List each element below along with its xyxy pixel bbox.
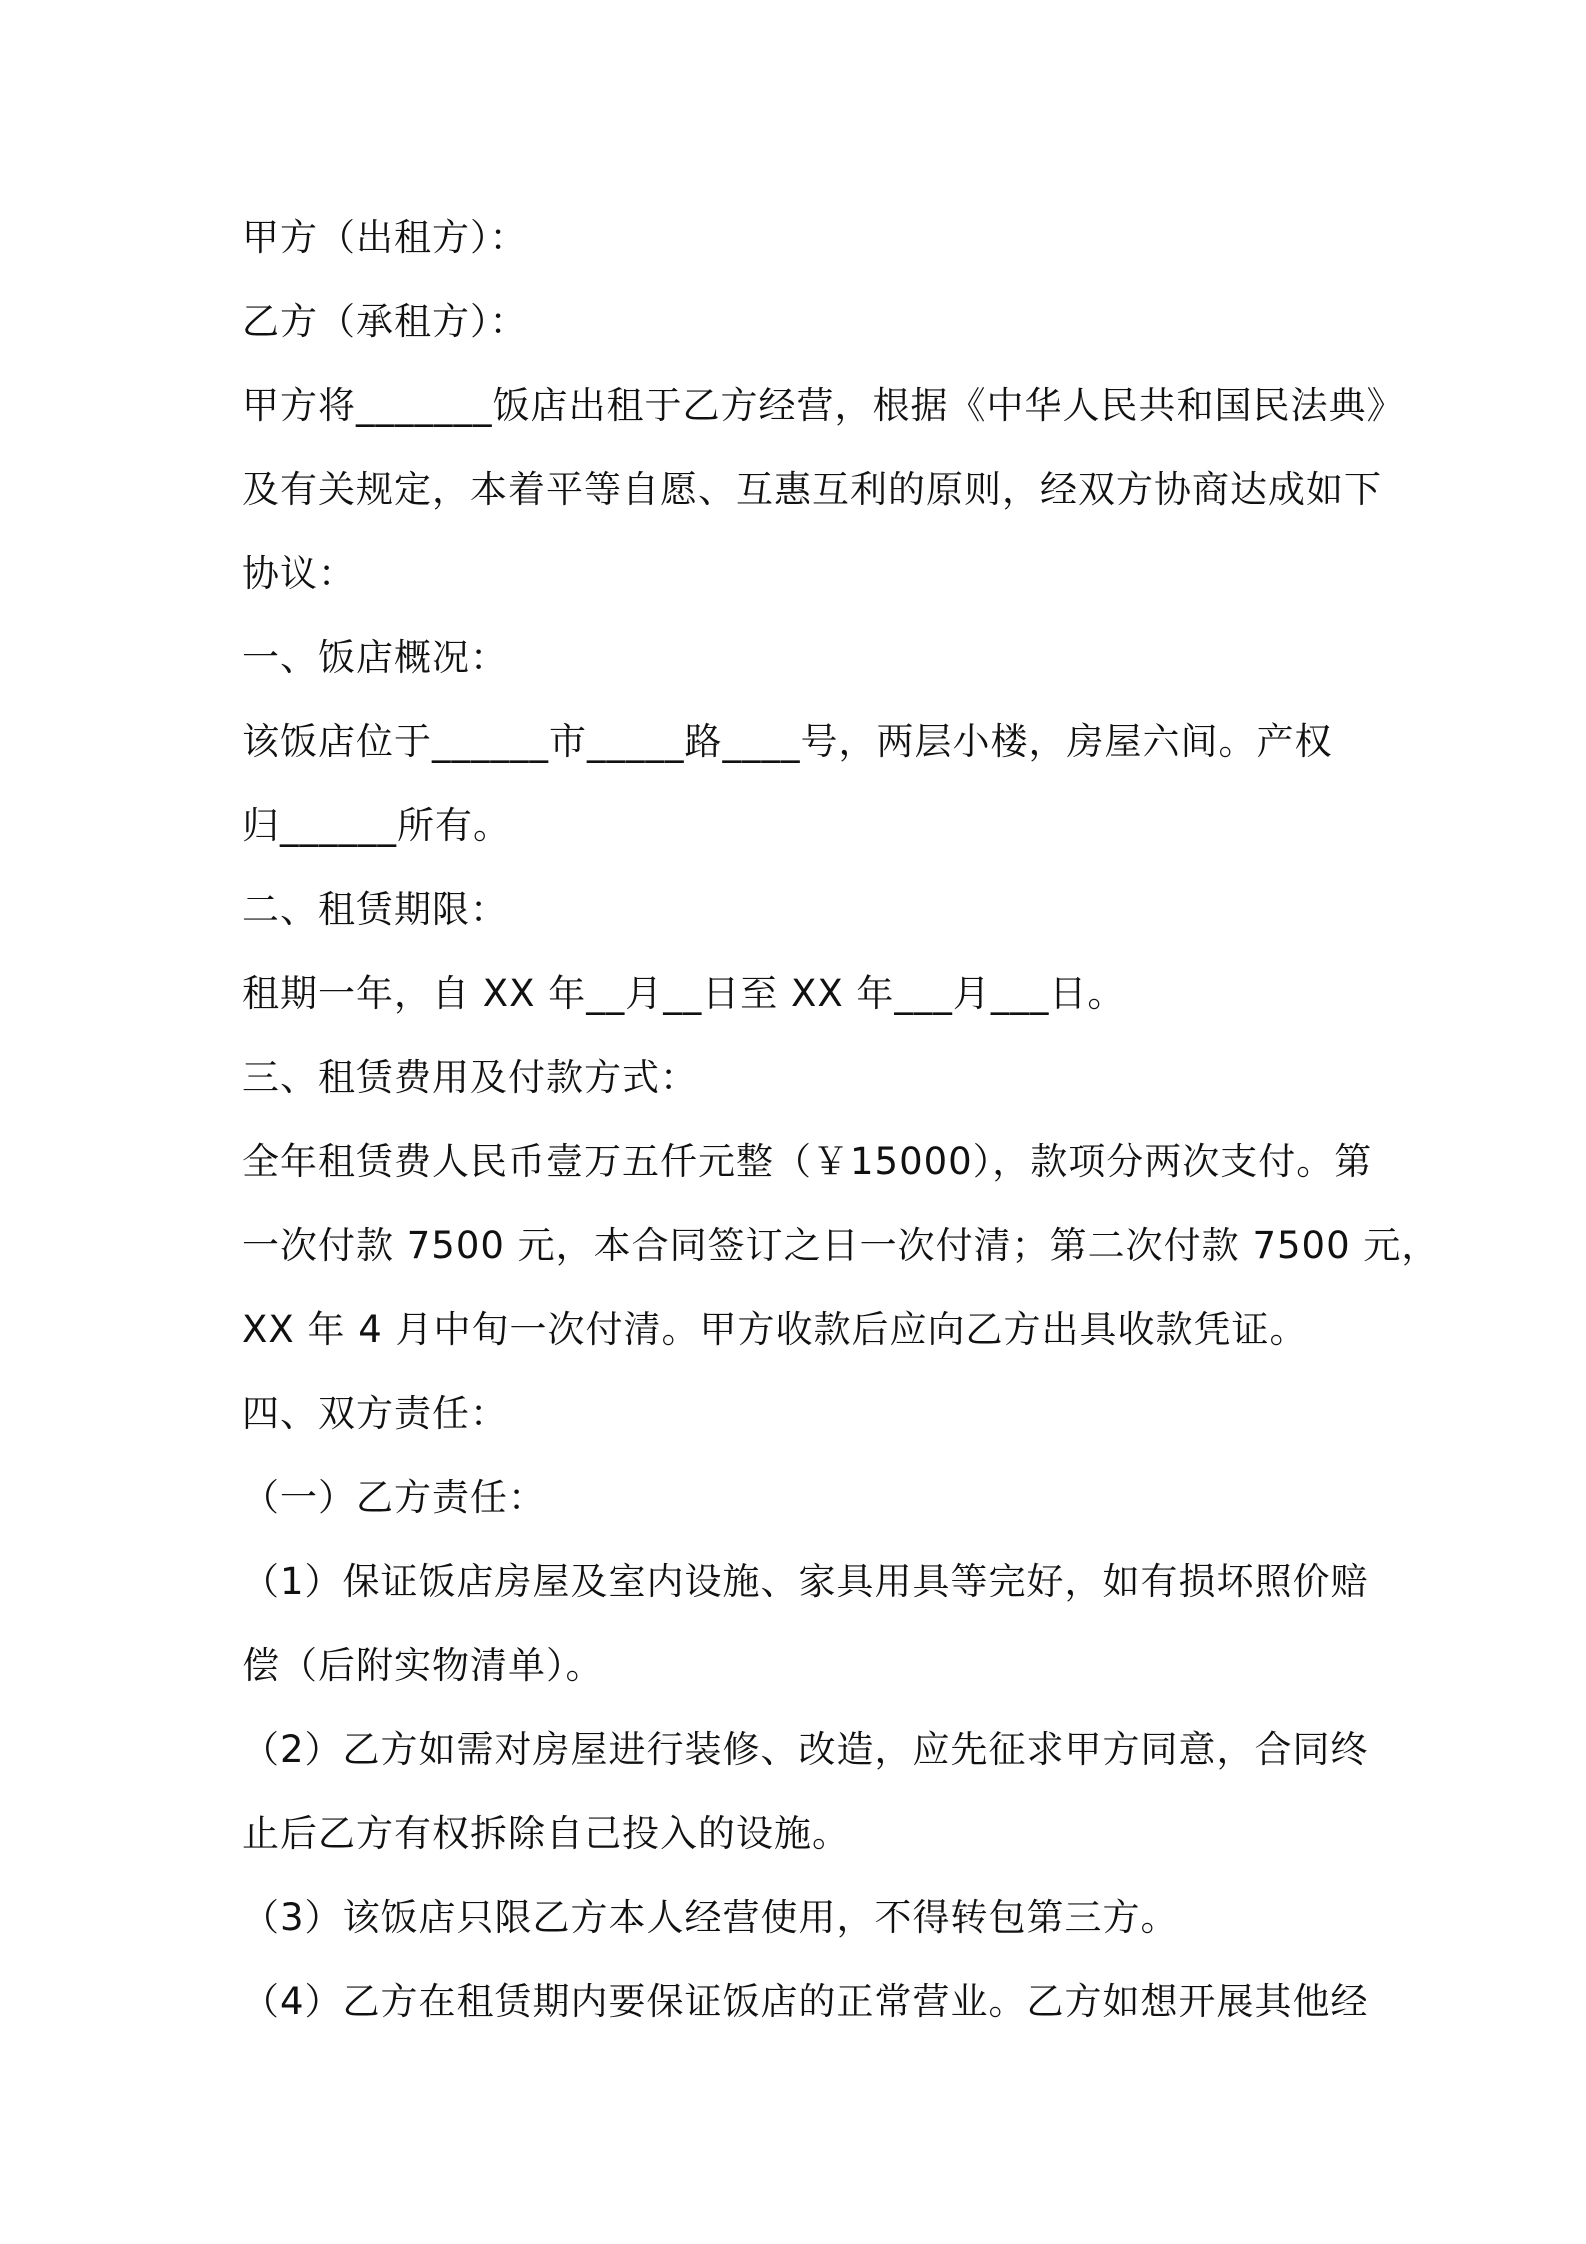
party-b-line: 乙方（承租方）： [242, 300, 528, 343]
party-a-line: 甲方（出租方）： [242, 216, 528, 259]
preamble-line-2: 及有关规定，本着平等自愿、互惠互利的原则，经双方协商达成如下 [242, 468, 1382, 511]
overview-line-2: 归______所有。 [242, 804, 511, 847]
section-heading-term: 二、租赁期限： [242, 888, 508, 931]
section-heading-overview: 一、饭店概况： [242, 636, 508, 679]
overview-line-1: 该饭店位于______市_____路____号，两层小楼，房屋六间。产权 [242, 720, 1333, 763]
section-heading-responsibilities: 四、双方责任： [242, 1392, 508, 1435]
preamble-line-3: 协议： [242, 552, 356, 595]
clause-3-line: （3）该饭店只限乙方本人经营使用，不得转包第三方。 [242, 1896, 1179, 1939]
fees-line-2: 一次付款 7500 元，本合同签订之日一次付清；第二次付款 7500 元， [242, 1224, 1440, 1267]
contract-body [242, 196, 1440, 2044]
clause-1-line-1: （1）保证饭店房屋及室内设施、家具用具等完好，如有损坏照价赔 [242, 1560, 1369, 1603]
subsection-heading-party-b: （一）乙方责任： [242, 1476, 546, 1519]
term-line: 租期一年，自 XX 年__月__日至 XX 年___月___日。 [242, 972, 1126, 1015]
section-heading-fees: 三、租赁费用及付款方式： [242, 1056, 698, 1099]
clause-4-line-1: （4）乙方在租赁期内要保证饭店的正常营业。乙方如想开展其他经 [242, 1980, 1369, 2023]
clause-2-line-1: （2）乙方如需对房屋进行装修、改造，应先征求甲方同意，合同终 [242, 1728, 1369, 1771]
fees-line-3: XX 年 4 月中旬一次付清。甲方收款后应向乙方出具收款凭证。 [242, 1308, 1308, 1351]
clause-1-line-2: 偿（后附实物清单）。 [242, 1644, 604, 1687]
fees-line-1: 全年租赁费人民币壹万五仟元整（￥15000），款项分两次支付。第 [242, 1140, 1373, 1183]
clause-2-line-2: 止后乙方有权拆除自己投入的设施。 [242, 1812, 850, 1855]
preamble-line-1: 甲方将_______饭店出租于乙方经营，根据《中华人民共和国民法典》 [242, 384, 1405, 427]
